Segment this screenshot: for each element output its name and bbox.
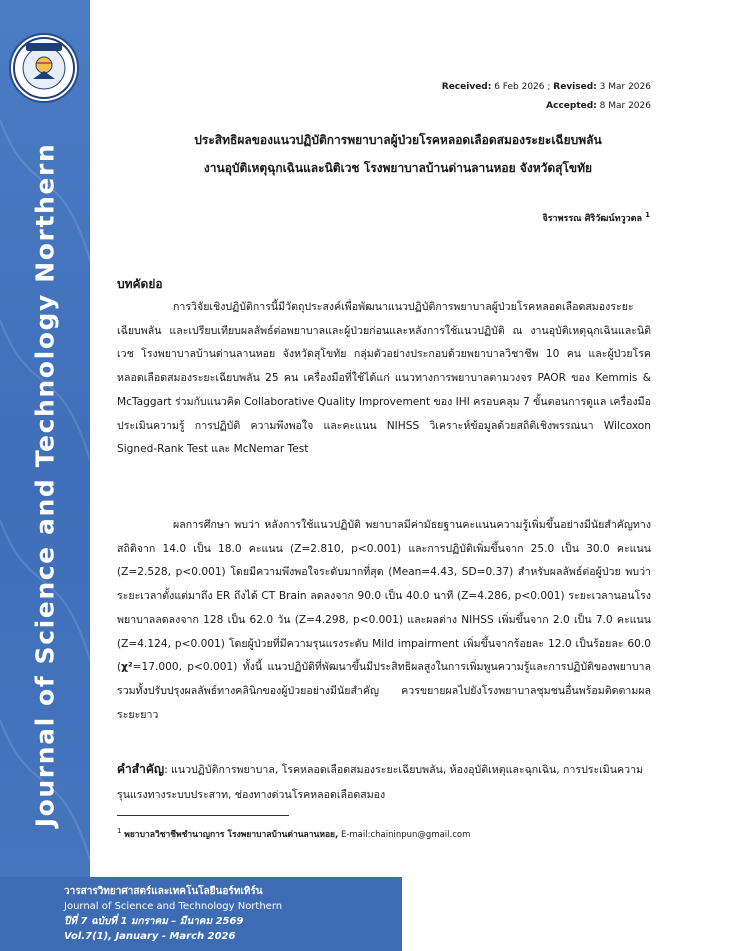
author-superscript: 1 xyxy=(645,211,650,219)
journal-footer-text xyxy=(64,884,282,944)
abstract-paragraph-2 xyxy=(117,514,651,727)
abstract-paragraph-2-part-b: =17.000, p<0.001) ทั้งนี้ แนวปฏิบัติที่พัฒนาขึ้นมีประสิทธิผลสูงในการเพิ่มพูนความรู้และการปฏิบัติของพยาบาล รวมทั้งปรับปรุงผลลัพธ์ทางคลินิกของผู้ป่วยอย่างมีนัยสำคัญ ควรขยายผลไปยังโรงพยาบาลชุมชนอื่นพร้อมติดตามผลระยะยาว xyxy=(117,661,651,721)
footnote xyxy=(117,826,470,841)
paper-title-line1: ประสิทธิผลของแนวปฏิบัติการพยาบาลผู้ป่วยโรคหลอดเลือดสมองระยะเฉียบพลัน xyxy=(194,133,602,147)
journal-sidebar xyxy=(0,0,90,951)
revised-label: Revised: xyxy=(553,82,597,92)
footnote-marker: 1 xyxy=(117,826,122,835)
abstract-paragraph-1: การวิจัยเชิงปฏิบัติการนี้มีวัตถุประสงค์เพื่อพัฒนาแนวปฏิบัติการพยาบาลผู้ป่วยโรคหลอดเลือดสมองระยะเฉียบพลัน และเปรียบเทียบผลลัพธ์ต่อพยาบาลและผู้ป่วยก่อนและหลังการใช้แนวปฏิบัติ ณ งานอุบัติเหตุฉุกเฉินและนิติเวช โรงพยาบาลบ้านด่านลานหอย จังหวัดสุโขทัย กลุ่มตัวอย่างประกอบด้วยพยาบาลวิชาชีพ 10 คน และผู้ป่วยโรคหลอดเลือดสมองระยะเฉียบพลัน 25 คน เครื่องมือที่ใช้ได้แก่ แนวทางการพยาบาลตามวงจร PAOR ของ Kemmis & McTaggart ร่วมกับแนวคิด Collaborative Quality Improvement ของ IHI ครอบคลุม 7 ขั้นตอนการดูแล เครื่องมือประเมินความรู้ การปฏิบัติ ความพึงพอใจ และคะแนน NIHSS วิเคราะห์ข้อมูลด้วยสถิติเชิงพรรณนา Wilcoxon Signed-Rank Test และ McNemar Test xyxy=(117,301,652,456)
footer-eng-issue: Vol.7(1), January - March 2026 xyxy=(64,931,236,942)
footnote-divider xyxy=(117,815,289,816)
author xyxy=(542,211,650,225)
revised-date: 3 Mar 2026 xyxy=(599,82,651,92)
keywords-label: คำสำคัญ xyxy=(117,762,165,776)
footer-thai-journal-name: วารสารวิทยาศาสตร์และเทคโนโลยีนอร์ทเทิร์น xyxy=(64,886,263,897)
abstract-heading: บทคัดย่อ xyxy=(117,277,163,291)
accepted-date-line xyxy=(546,101,651,111)
keywords-text: : แนวปฏิบัติการพยาบาล, โรคหลอดเลือดสมองระยะเฉียบพลัน, ห้องอุบัติเหตุและฉุกเฉิน, การประเมินความรุนแรงทางระบบประสาท, ช่องทางด่วนโรคหลอดเลือดสมอง xyxy=(117,764,643,801)
accepted-date: 8 Mar 2026 xyxy=(599,101,651,111)
received-revised-dates: Received: 6 Feb 2026 ; Revised: 3 Mar 2026 xyxy=(441,82,651,92)
journal-vertical-title: Journal of Science and Technology Northern xyxy=(30,142,60,828)
paper-title-line2: งานอุบัติเหตุฉุกเฉินและนิติเวช โรงพยาบาลบ้านด่านลานหอย จังหวัดสุโขทัย xyxy=(203,161,593,175)
received-date: 6 Feb 2026 xyxy=(494,82,545,92)
abstract-paragraph-2-part-a: ผลการศึกษา พบว่า หลังการใช้แนวปฏิบัติ พยาบาลมีค่ามัธยฐานคะแนนความรู้เพิ่มขึ้นอย่างมีนัยสำคัญทางสถิติจาก 14.0 เป็น 18.0 คะแนน (Z=2.810, p<0.001) และการปฏิบัติเพิ่มขึ้นจาก 25.0 เป็น 30.0 คะแนน (Z=2.528, p<0.001) โดยมีความพึงพอใจระดับมากที่สุด (Mean=4.43, SD=0.37) สำหรับผลลัพธ์ต่อผู้ป่วย พบว่าระยะเวลาตั้งแต่มาถึง ER ถึงได้ CT Brain ลดลงจาก 90.0 เป็น 40.0 นาที (Z=4.286, p<0.001) ระยะเวลานอนโรงพยาบาลลดลงจาก 128 เป็น 62.0 วัน (Z=4.298, p<0.001) และผลต่าง NIHSS เพิ่มขึ้นจาก 2.0 เป็น 7.0 คะแนน (Z=4.124, p<0.001) โดยผู้ป่วยที่มีความรุนแรงระดับ Mild impairment เพิ่มขึ้นจากร้อยละ 12.0 เป็นร้อยละ 60.0 ( xyxy=(117,519,651,674)
footer-eng-journal-name: Journal of Science and Technology Northern xyxy=(64,901,283,912)
keywords xyxy=(117,757,653,808)
footer-thai-issue: ปีที่ 7 ฉบับที่ 1 มกราคม – มีนาคม 2569 xyxy=(64,916,244,927)
received-label: Received: xyxy=(441,82,492,92)
author-name: จิราพรรณ ศิริวัฒน์ทวูวตล xyxy=(542,214,642,224)
college-logo xyxy=(9,33,79,103)
accepted-label: Accepted: xyxy=(546,101,597,111)
chi-square-symbol: χ² xyxy=(121,661,133,674)
footnote-email: E-mail:chaininpun@gmail.com xyxy=(340,829,471,840)
footnote-affiliation: พยาบาลวิชาชีพชำนาญการ โรงพยาบาลบ้านด่านลานหอย, xyxy=(124,829,339,840)
